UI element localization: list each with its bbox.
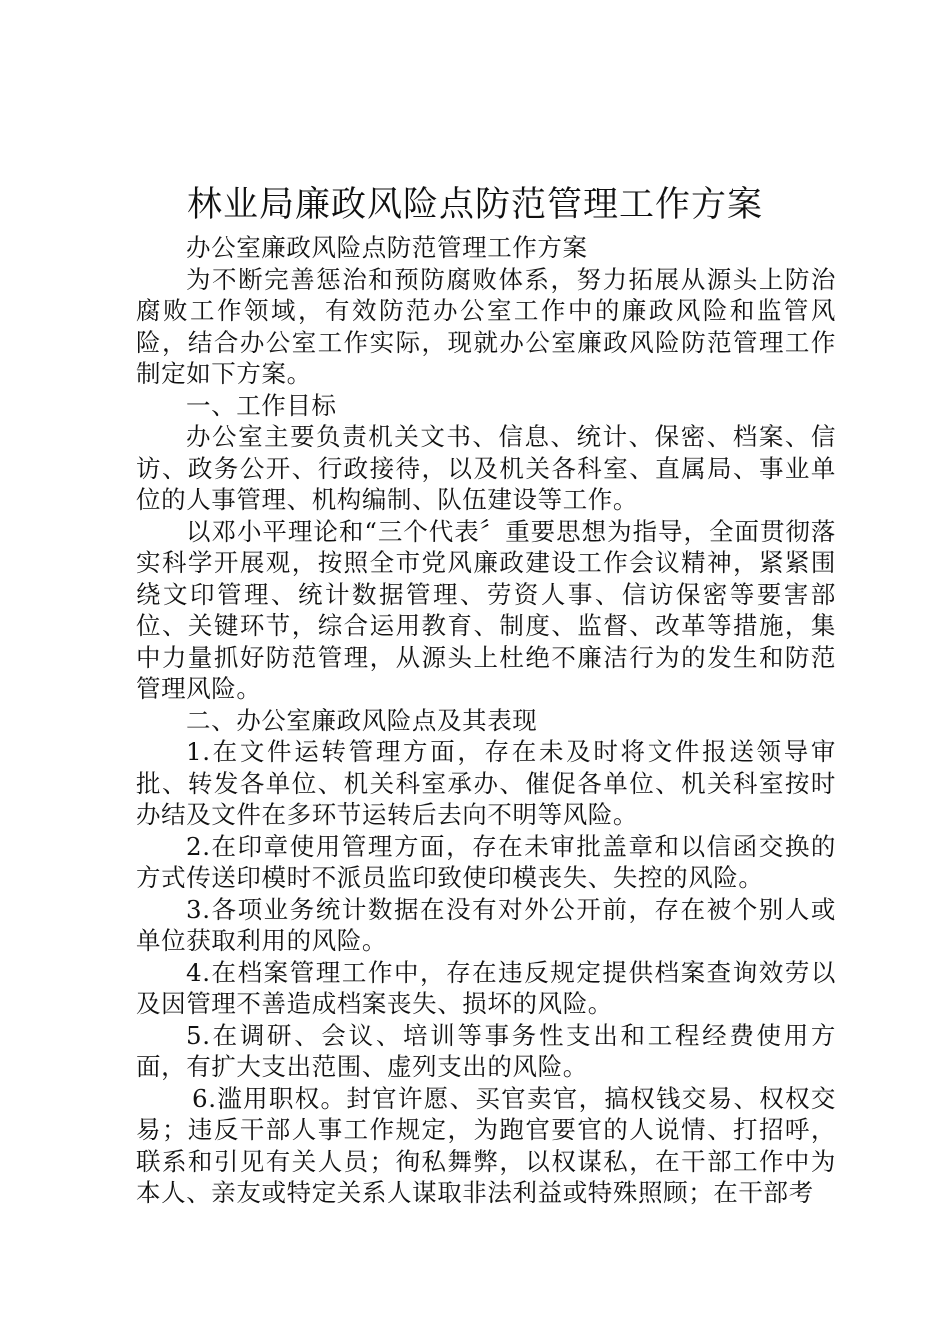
- responsibilities-paragraph: 办公室主要负责机关文书、信息、统计、保密、档案、信访、政务公开、行政接待，以及机关各科室、直属局、事业单位的人事管理、机构编制、队伍建设等工作。: [136, 422, 836, 514]
- intro-paragraph: 为不断完善惩治和预防腐败体系，努力拓展从源头上防治腐败工作领域，有效防范办公室工作中的廉政风险和监管风险，结合办公室工作实际，现就办公室廉政风险防范管理工作制定如下方案。: [136, 264, 836, 388]
- risk-item-6: 6.滥用职权。封官许愿、买官卖官，搞权钱交易、权权交易；违反干部人事工作规定，为跑官要官的人说情、打招呼，联系和引见有关人员；徇私舞弊，以权谋私，在干部工作中为本人、亲友或特定关系人谋取非法利益或特殊照顾；在干部考: [136, 1083, 836, 1207]
- risk-item-4: 4.在档案管理工作中，存在违反规定提供档案查询效劳以及因管理不善造成档案丧失、损坏的风险。: [136, 957, 836, 1018]
- risk-item-5: 5.在调研、会议、培训等事务性支出和工程经费使用方面，有扩大支出范围、虚列支出的风险。: [136, 1020, 836, 1081]
- document-body: [136, 232, 836, 1209]
- risk-item-1: 1.在文件运转管理方面，存在未及时将文件报送领导审批、转发各单位、机关科室承办、催促各单位、机关科室按时办结及文件在多环节运转后去向不明等风险。: [136, 737, 836, 829]
- risk-item-2: 2.在印章使用管理方面，存在未审批盖章和以信函交换的方式传送印模时不派员监印致使印模丧失、失控的风险。: [136, 831, 836, 892]
- section-heading-goals: 一、工作目标: [186, 390, 337, 420]
- guidance-paragraph: 以邓小平理论和“三个代表〞重要思想为指导，全面贯彻落实科学开展观，按照全市党风廉政建设工作会议精神，紧紧围绕文印管理、统计数据管理、劳资人事、信访保密等要害部位、关键环节，综合运用教育、制度、监督、改革等措施，集中力量抓好防范管理，从源头上杜绝不廉洁行为的发生和防范管理风险。: [136, 516, 836, 703]
- subtitle-paragraph: 办公室廉政风险点防范管理工作方案: [186, 233, 588, 262]
- section-heading-risks: 二、办公室廉政风险点及其表现: [186, 705, 538, 735]
- risk-item-3: 3.各项业务统计数据在没有对外公开前，存在被个别人或单位获取利用的风险。: [136, 894, 836, 955]
- document-title: 林业局廉政风险点防范管理工作方案: [186, 185, 763, 225]
